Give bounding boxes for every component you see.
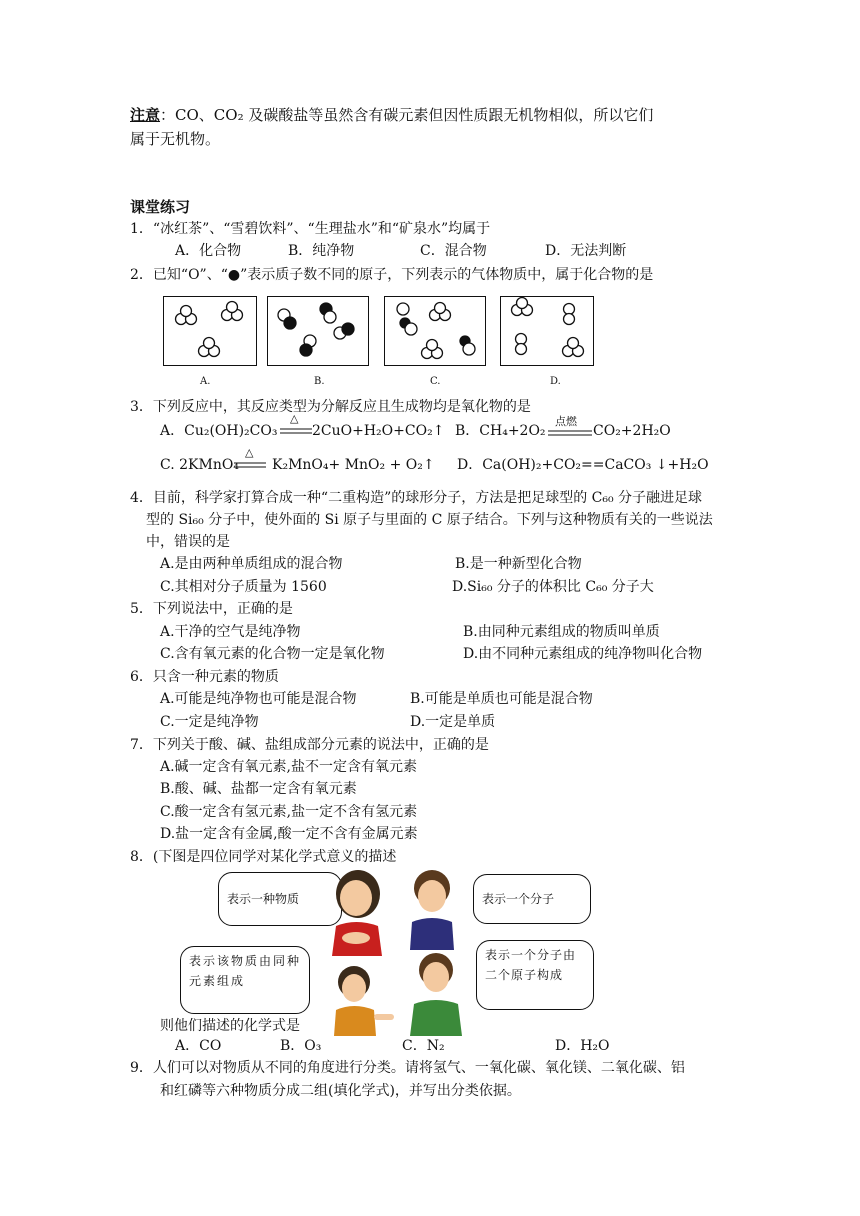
q7-option-c: C.酸一定含有氢元素,盐一定不含有氢元素	[160, 804, 418, 820]
note-label: 注意	[130, 106, 161, 124]
q7-option-b: B.酸、碱、盐都一定含有氧元素	[160, 781, 357, 797]
q3-option-a: A．Cu₂(OH)₂CO₃	[160, 423, 278, 439]
q7-option-a: A.碱一定含有氧元素,盐不一定含有氧元素	[160, 759, 418, 775]
q6-stem: 6．只含一种元素的物质	[130, 669, 279, 685]
q4-option-a: A.是由两种单质组成的混合物	[160, 556, 343, 572]
bubble-text-2: 表示一个分子	[482, 892, 555, 906]
q9-line-1: 9．人们可以对物质从不同的角度进行分类。请将氢气、一氧化碳、氧化镁、二氧化碳、铝	[130, 1060, 685, 1076]
q5-option-c: C.含有氧元素的化合物一定是氧化物	[160, 646, 385, 662]
q8-option-b: B．O₃	[280, 1038, 322, 1054]
q3-option-c: C. 2KMnO₄	[160, 457, 239, 473]
q3-c-condition: △	[245, 446, 254, 459]
q2-box-b	[267, 296, 369, 366]
q1-option-b: B．纯净物	[288, 243, 355, 259]
section-title: 课堂练习	[130, 198, 191, 216]
q8-question: 则他们描述的化学式是	[160, 1018, 300, 1034]
q6-option-b: B.可能是单质也可能是混合物	[410, 691, 593, 707]
q2-caption-b: B.	[314, 376, 325, 387]
molecule-diagram-c	[385, 297, 485, 365]
q3-option-b: B．CH₄+2O₂	[455, 423, 546, 439]
bubble-text-1: 表示一种物质	[227, 892, 300, 906]
q8-option-a: A．CO	[175, 1038, 222, 1054]
q6-option-c: C.一定是纯净物	[160, 714, 259, 730]
q2-stem: 2．已知“O”、“●”表示质子数不同的原子，下列表示的气体物质中，属于化合物的是	[130, 267, 654, 283]
q3-b-products: CO₂+2H₂O	[593, 423, 671, 439]
q1-option-a: A．化合物	[175, 243, 242, 259]
molecule-diagram-b	[268, 297, 368, 365]
note-line-2: 属于无机物。	[130, 130, 221, 148]
q5-option-b: B.由同种元素组成的物质叫单质	[463, 624, 660, 640]
student-girl-1-illustration	[326, 866, 386, 956]
q1-option-d: D．无法判断	[545, 243, 627, 259]
student-boy-2-illustration	[406, 950, 466, 1036]
bubble-text-3: 表示该物质由同种元素组成	[189, 954, 302, 988]
q6-option-a: A.可能是纯净物也可能是混合物	[160, 691, 357, 707]
molecule-diagram-a	[164, 297, 256, 365]
q4-option-c: C.其相对分子质量为 1560	[160, 579, 327, 595]
q3-b-condition: 点燃	[555, 415, 577, 428]
q2-box-d	[500, 296, 594, 366]
molecule-diagram-d	[501, 297, 593, 365]
q9-line-2: 和红磷等六种物质分成二组(填化学式)，并写出分类依据。	[160, 1083, 521, 1099]
q4-line-1: 4．目前，科学家打算合成一种“二重构造”的球形分子，方法是把足球型的 C₆₀ 分子融进足球	[130, 490, 703, 506]
q4-line-3: 中，错误的是	[146, 534, 230, 550]
speech-bubble-4	[476, 940, 594, 1010]
bubble-text-4: 表示一个分子由二个原子构成	[485, 948, 577, 982]
q8-option-d: D．H₂O	[555, 1038, 610, 1054]
q5-option-a: A.干净的空气是纯净物	[160, 624, 301, 640]
q2-caption-d: D.	[550, 376, 561, 387]
speech-bubble-2	[473, 874, 591, 924]
q6-option-d: D.一定是单质	[410, 714, 496, 730]
student-boy-1-illustration	[404, 866, 460, 950]
q8-option-c: C．N₂	[402, 1038, 445, 1054]
q4-option-d: D.Si₆₀ 分子的体积比 C₆₀ 分子大	[452, 579, 654, 595]
q2-box-a	[163, 296, 257, 366]
q2-box-c	[384, 296, 486, 366]
q5-option-d: D.由不同种元素组成的纯净物叫化合物	[463, 646, 703, 662]
q3-a-products: 2CuO+H₂O+CO₂↑	[312, 423, 445, 439]
q7-option-d: D.盐一定含有金属,酸一定不含有金属元素	[160, 826, 418, 842]
q4-line-2: 型的 Si₆₀ 分子中，使外面的 Si 原子与里面的 C 原子结合。下列与这种物质有关的一些说法	[146, 512, 713, 528]
speech-bubble-1	[218, 872, 342, 926]
q3-stem: 3．下列反应中，其反应类型为分解反应且生成物均是氧化物的是	[130, 399, 531, 415]
q3-c-equals-sign	[234, 462, 266, 468]
q4-option-b: B.是一种新型化合物	[455, 556, 582, 572]
q8-stem: 8．(下图是四位同学对某化学式意义的描述	[130, 849, 397, 865]
q2-caption-a: A.	[200, 376, 211, 387]
q3-a-condition: △	[290, 412, 299, 425]
q3-b-equals-sign	[548, 430, 592, 436]
q3-option-d: D．Ca(OH)₂+CO₂==CaCO₃ ↓+H₂O	[457, 457, 709, 473]
q3-a-equals-sign	[280, 428, 312, 434]
note-line-1	[130, 104, 653, 126]
q1-option-c: C．混合物	[420, 243, 487, 259]
student-girl-2-illustration	[322, 962, 400, 1036]
note-text: ：CO、CO₂ 及碳酸盐等虽然含有碳元素但因性质跟无机物相似，所以它们	[160, 106, 654, 124]
q5-stem: 5．下列说法中，正确的是	[130, 601, 293, 617]
speech-bubble-3	[180, 946, 310, 1014]
q3-c-products: K₂MnO₄+ MnO₂ + O₂↑	[272, 457, 435, 473]
q7-stem: 7．下列关于酸、碱、盐组成部分元素的说法中，正确的是	[130, 737, 489, 753]
q1-stem: 1．“冰红茶”、“雪碧饮料”、“生理盐水”和“矿泉水”均属于	[130, 221, 491, 237]
q2-caption-c: C.	[430, 376, 441, 387]
